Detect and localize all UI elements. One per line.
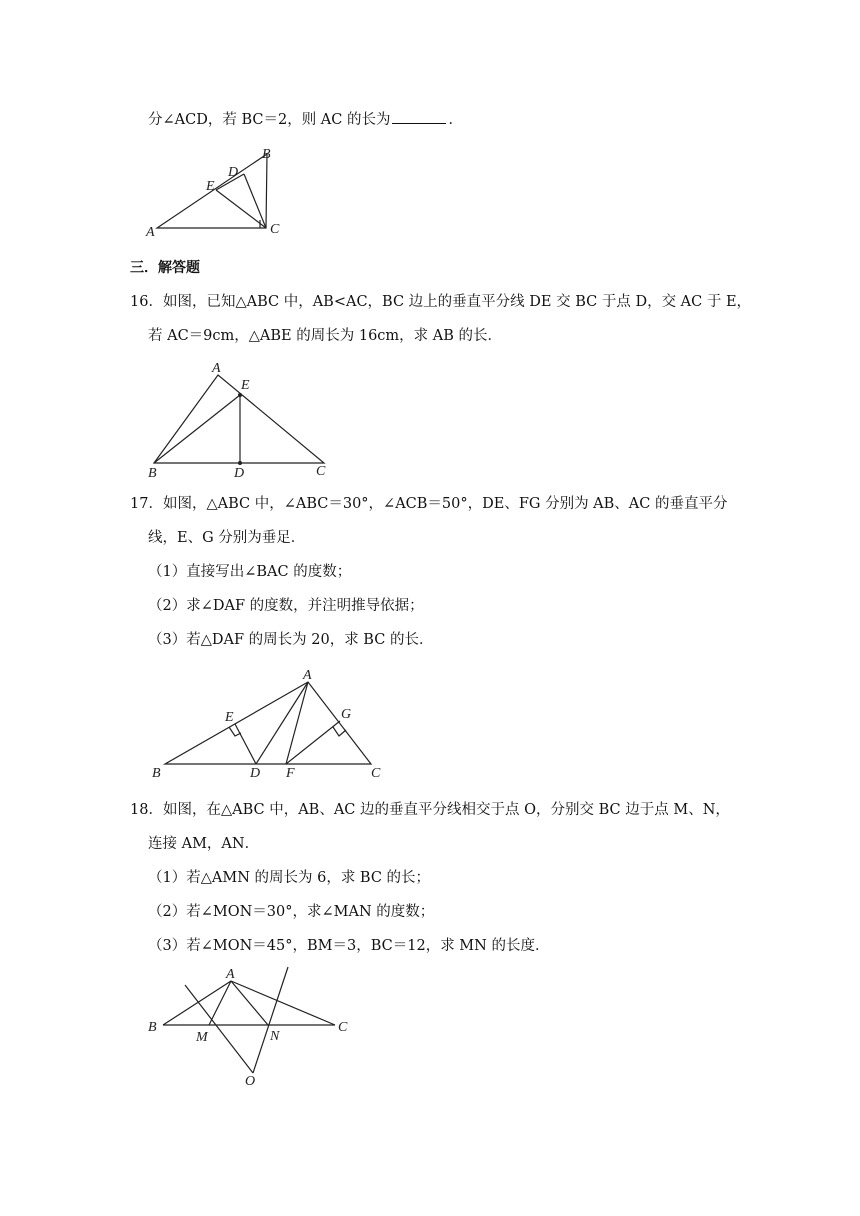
q18-sub-1: （1）若△AMN 的周长为 6，求 BC 的长；: [148, 870, 431, 886]
q18-segment-an: [231, 981, 268, 1025]
q16-line-1: 16．如图，已知△ABC 中，AB<AC，BC 边上的垂直平分线 DE 交 BC 于点 D，交 AC 于 E，: [130, 294, 752, 310]
q16-line-2: 若 AC＝9cm，△ABE 的周长为 16cm，求 AB 的长．: [148, 328, 503, 344]
q18-sub-3: （3）若∠MON＝45°，BM＝3，BC＝12，求 MN 的长度．: [148, 938, 550, 954]
q15-label-b: B: [262, 147, 271, 162]
q18-label-b: B: [148, 1020, 157, 1035]
q18-line-1: 18．如图，在△ABC 中，AB、AC 边的垂直平分线相交于点 O，分别交 BC 边于点 M、N，: [130, 802, 730, 818]
q17-segment-ad: [256, 682, 308, 764]
q16-segment-be: [154, 395, 240, 463]
q17-figure: [145, 666, 395, 786]
q17-line-1: 17．如图，△ABC 中，∠ABC＝30°，∠ACB＝50°，DE、FG 分别为 AB、AC 的垂直平分: [130, 496, 728, 512]
q18-figure: [145, 965, 365, 1095]
answer-blank[interactable]: [392, 109, 446, 124]
q15-text-start: 分∠ACD，若 BC＝2，则 AC 的长为: [148, 112, 391, 128]
q17-label-d: D: [250, 766, 261, 781]
q16-point-e: [238, 393, 242, 397]
q16-figure: [145, 360, 345, 480]
q15-label-c: C: [270, 222, 280, 237]
q18-segment-ab: [163, 981, 231, 1025]
q17-label-f: F: [286, 766, 295, 781]
q15-figure: [140, 140, 300, 240]
q17-label-a: A: [303, 668, 312, 683]
q18-line-2: 连接 AM，AN．: [148, 836, 260, 852]
q17-segment-gf: [286, 721, 340, 764]
q18-label-m: M: [196, 1030, 208, 1045]
q17-label-g: G: [341, 707, 352, 722]
q18-bisector-ac: [253, 967, 288, 1073]
q17-label-b: B: [152, 766, 161, 781]
q16-label-a: A: [212, 361, 221, 376]
q16-label-e: E: [241, 378, 250, 393]
q17-label-c: C: [371, 766, 381, 781]
q16-triangle: [154, 375, 324, 463]
q18-bisector-ab: [185, 985, 253, 1073]
q15-label-a: A: [146, 225, 155, 240]
q18-label-a: A: [226, 967, 235, 982]
q16-label-c: C: [316, 464, 326, 479]
q18-label-c: C: [338, 1020, 348, 1035]
q18-sub-2: （2）若∠MON＝30°，求∠MAN 的度数；: [148, 904, 435, 920]
q16-label-d: D: [234, 466, 245, 481]
q15-label-e: E: [206, 179, 215, 194]
q17-sub-1: （1）直接写出∠BAC 的度数；: [148, 564, 352, 580]
q15-text: [148, 109, 463, 130]
q17-segment-af: [286, 682, 308, 764]
q16-label-b: B: [148, 466, 157, 481]
q17-sub-3: （3）若△DAF 的周长为 20，求 BC 的长．: [148, 632, 434, 648]
q18-label-o: O: [245, 1074, 256, 1089]
q17-triangle: [165, 682, 371, 764]
q17-sub-2: （2）求∠DAF 的度数，并注明推导依据；: [148, 598, 424, 614]
q15-label-d: D: [228, 165, 239, 180]
section-title: 三．解答题: [130, 260, 200, 276]
q16-point-d: [238, 461, 242, 465]
q17-segment-ed: [235, 724, 256, 764]
q17-line-2: 线，E、G 分别为垂足．: [148, 530, 306, 546]
q15-text-end: ．: [448, 112, 463, 128]
q18-label-n: N: [270, 1029, 280, 1044]
q17-label-e: E: [225, 710, 234, 725]
q18-segment-ac: [231, 981, 335, 1025]
